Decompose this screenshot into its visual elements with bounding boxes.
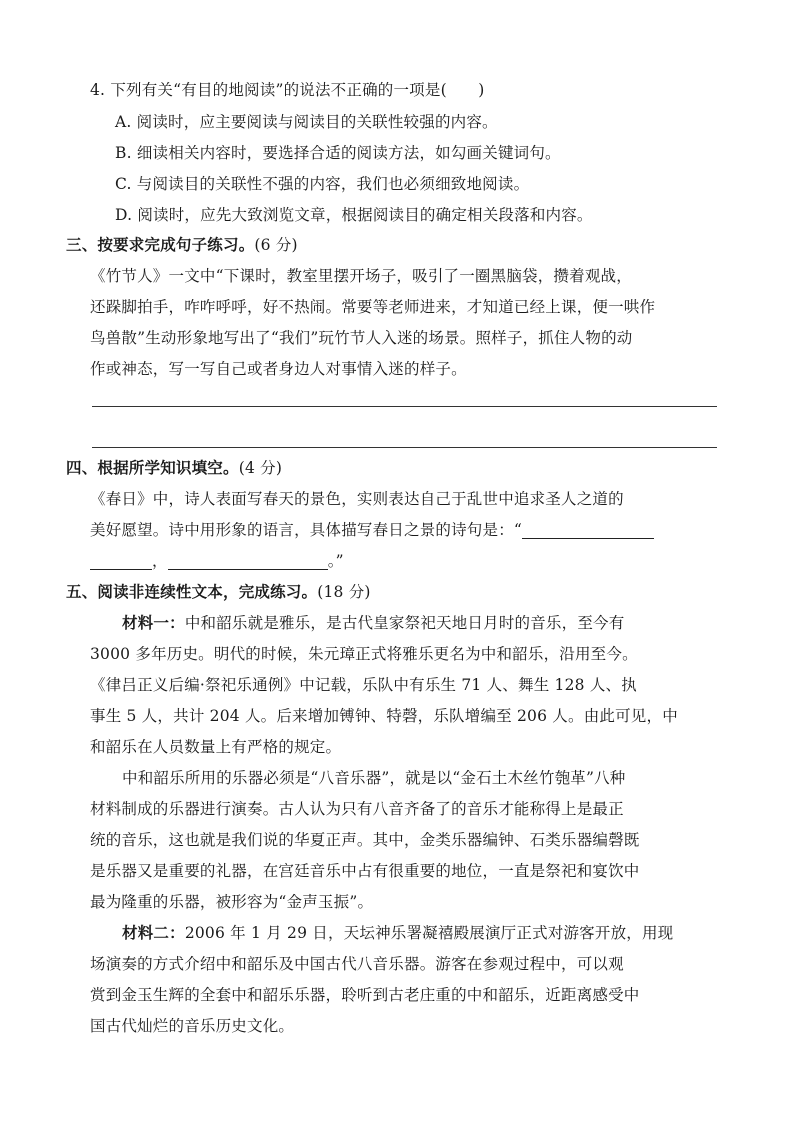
material-2-line: 赏到金玉生辉的全套中和韶乐乐器，聆听到古老庄重的中和韶乐，近距离感受中 xyxy=(90,986,640,1004)
fill-blank-1-continued[interactable] xyxy=(90,551,152,570)
section-4-heading xyxy=(66,456,282,480)
section-4-text-line-2 xyxy=(90,518,654,542)
question-4-option-b: B. 细读相关内容时，要选择合适的阅读方法，如勾画关键词句。 xyxy=(115,144,561,162)
material-1-text: 中和韶乐就是雅乐，是古代皇家祭祀天地日月时的音乐，至今有 xyxy=(184,614,625,632)
material-2-text: 2006 年 1 月 29 日，天坛神乐署凝禧殿展演厅正式对游客开放，用现 xyxy=(184,924,674,942)
section-4-title: 四、根据所学知识填空。 xyxy=(66,459,239,477)
material-2-line: 场演奏的方式介绍中和韶乐及中国古代八音乐器。游客在参观过程中，可以观 xyxy=(90,955,624,973)
question-4-option-a: A. 阅读时，应主要阅读与阅读目的关联性较强的内容。 xyxy=(115,113,498,131)
material-1-line: 3000 多年历史。明代的时候，朱元璋正式将雅乐更名为中和韶乐，沿用至今。 xyxy=(90,645,638,663)
section-3-title: 三、按要求完成句子练习。 xyxy=(66,236,255,254)
material-1-line xyxy=(122,611,624,635)
section-4-score: (4 分) xyxy=(238,459,283,477)
material-1-line: 和韶乐在人员数量上有严格的规定。 xyxy=(90,738,342,756)
section-3-score: (6 分) xyxy=(254,236,298,254)
material-2-line xyxy=(122,921,673,945)
material-2-label: 材料二： xyxy=(122,924,185,942)
question-4-stem: 4. 下列有关“有目的地阅读”的说法不正确的一项是( ) xyxy=(90,81,485,99)
blank-end-quote: 。” xyxy=(327,552,344,570)
section-4-text-line-1: 《春日》中，诗人表面写春天的景色，实则表达自己于乱世中追求圣人之道的 xyxy=(90,490,624,508)
material-2-line: 国古代灿烂的音乐历史文化。 xyxy=(90,1017,295,1035)
section-4-text-line-3 xyxy=(90,549,344,573)
question-4-option-c: C. 与阅读目的关联性不强的内容，我们也必须细致地阅读。 xyxy=(115,175,530,193)
material-1-line: 统的音乐，这也就是我们说的华夏正声。其中，金类乐器编钟、石类乐器编磬既 xyxy=(90,831,640,849)
section-5-heading xyxy=(66,580,371,604)
section-4-text-line-2-prefix: 美好愿望。诗中用形象的语言，具体描写春日之景的诗句是：“ xyxy=(90,521,523,539)
section-5-score: (18 分) xyxy=(317,583,371,601)
answer-writing-line-1[interactable] xyxy=(92,406,717,407)
section-3-text-line: 《竹节人》一文中“下课时，教室里摆开场子，吸引了一圈黑脑袋，攒着观战， xyxy=(90,267,632,285)
section-3-text-line: 作或神态，写一写自己或者身边人对事情入迷的样子。 xyxy=(90,360,467,378)
fill-blank-1[interactable] xyxy=(522,520,654,539)
material-1-label: 材料一： xyxy=(122,614,185,632)
answer-writing-line-2[interactable] xyxy=(92,447,717,448)
material-1-line: 材料制成的乐器进行演奏。古人认为只有八音齐备了的音乐才能称得上是最正 xyxy=(90,800,624,818)
material-1-line: 中和韶乐所用的乐器必须是“八音乐器”，就是以“金石土木丝竹匏革”八种 xyxy=(122,769,626,787)
material-1-line: 《律吕正义后编·祭祀乐通例》中记载，乐队中有乐生 71 人、舞生 128 人、执 xyxy=(90,676,637,694)
question-4-option-d: D. 阅读时，应先大致浏览文章，根据阅读目的确定相关段落和内容。 xyxy=(115,206,593,224)
material-1-line: 最为隆重的乐器，被形容为“金声玉振”。 xyxy=(90,893,374,911)
material-1-line: 是乐器又是重要的礼器，在宫廷音乐中占有很重要的地位，一直是祭祀和宴饮中 xyxy=(90,862,640,880)
section-5-title: 五、阅读非连续性文本，完成练习。 xyxy=(66,583,318,601)
material-1-line: 事生 5 人，共计 204 人。后来增加镈钟、特磬，乐队增编至 206 人。由此可见，中 xyxy=(90,707,678,725)
section-3-text-line: 鸟兽散”生动形象地写出了“我们”玩竹节人入迷的场景。照样子，抓住人物的动 xyxy=(90,329,633,347)
section-3-text-line: 还跺脚拍手，咋咋呼呼，好不热闹。常要等老师进来，才知道已经上课，便一哄作 xyxy=(90,298,656,316)
section-3-heading xyxy=(66,233,298,257)
fill-blank-2[interactable] xyxy=(168,551,328,570)
blank-separator-comma: ， xyxy=(152,552,168,570)
